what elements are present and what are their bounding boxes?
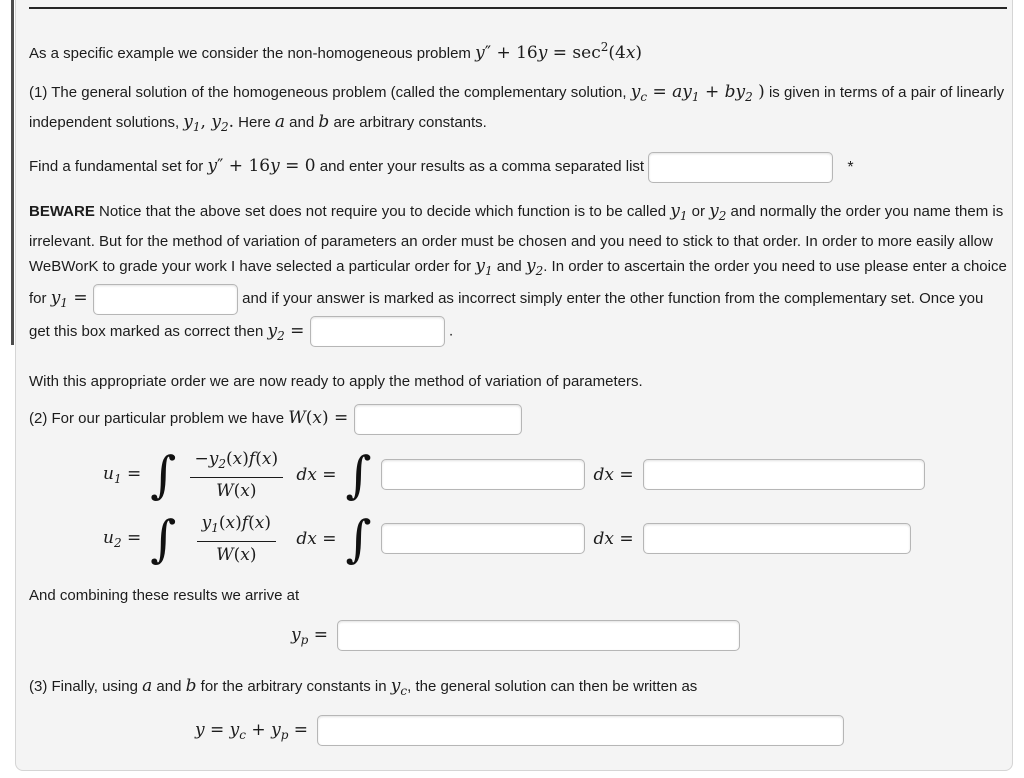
beware-text-c: . — [448, 322, 454, 340]
general-solution-input[interactable] — [317, 715, 844, 746]
u1-fraction-numerator: $-y_2(x)f(x)$ — [190, 447, 284, 478]
u1-integrand-input[interactable] — [381, 459, 585, 490]
required-star: * — [847, 159, 854, 176]
integral-icon: ∫ — [345, 445, 372, 504]
u2-dx-equals: dx = — [296, 528, 337, 549]
u2-fraction-denominator: W(x) — [216, 544, 257, 565]
y2-input[interactable] — [310, 316, 445, 347]
vertical-rule — [11, 0, 14, 345]
u1-dx-equals-2: dx = — [593, 464, 634, 485]
problem-panel — [15, 0, 1013, 771]
u2-fraction — [185, 511, 287, 567]
yp-input[interactable] — [337, 620, 740, 651]
combine-paragraph: And combining these results we arrive at — [29, 586, 300, 604]
beware-text-a: BEWARE Notice that the above set does not require you to decide which function is to be called $y_1$ or $y_2$ and normally the order you name them is irrelevant. But for the method of variation of parameters an order must be chosen and you need to stick to that order. In order to more easily allow WeBWorK to grade your work I have selected a particular order for $y_1$ and $y_2$. In order to ascertain the order you need to use please enter a choice for $y_1$ = — [29, 201, 1007, 311]
wronskian-row — [29, 404, 1007, 435]
u1-fraction-denominator: W(x) — [216, 480, 257, 501]
wronskian-prompt: (2) For our particular problem we have W(x) = — [29, 408, 354, 429]
integral-icon: ∫ — [150, 445, 177, 504]
integral-icon: ∫ — [150, 509, 177, 568]
intro-paragraph: As a specific example we consider the non-homogeneous problem $y'' + 16y = \sec^2(4x)$ — [29, 40, 643, 63]
part1-paragraph: (1) The general solution of the homogeneous problem (called the complementary solution, $y_c = ay_1 + by_2$ ) is given in terms of a pair of linearly independent solutions, $y_1$, $y_2$. Here a and b are arbitrary constants. — [29, 82, 1005, 134]
u2-result-input[interactable] — [643, 523, 911, 554]
fundamental-set-input[interactable] — [648, 152, 833, 183]
beware-text-b: and if your answer is marked as incorrect simply enter the other function from the complementary set. Once you get this box marked as correct then $y_2$ = — [29, 290, 984, 343]
u1-fraction — [185, 447, 287, 503]
general-solution-lhs: $y = y_c + y_p$ = — [195, 719, 309, 742]
u2-equation-row — [103, 511, 1007, 567]
u1-lhs: $u_1$ = — [103, 463, 142, 486]
ready-paragraph: With this appropriate order we are now ready to apply the method of variation of parameters. — [29, 372, 643, 390]
yp-equation-row — [291, 620, 1007, 652]
horizontal-rule — [29, 7, 1007, 9]
fundamental-set-prompt: Find a fundamental set for y″ + 16y = 0 and enter your results as a comma separated list — [29, 156, 649, 177]
beware-paragraph — [29, 199, 1007, 349]
general-solution-row — [195, 715, 1007, 747]
fundamental-set-row — [29, 152, 1007, 183]
y1-choice-input[interactable] — [93, 284, 238, 315]
u2-lhs: $u_2$ = — [103, 527, 142, 550]
u1-result-input[interactable] — [643, 459, 925, 490]
u1-dx-equals: dx = — [296, 464, 337, 485]
u2-integrand-input[interactable] — [381, 523, 585, 554]
part3-paragraph: (3) Finally, using a and b for the arbitrary constants in $y_c$, the general solution can then be written as — [29, 675, 698, 698]
u1-equation-row — [103, 447, 1007, 503]
wronskian-input[interactable] — [354, 404, 522, 435]
yp-lhs: $y_p$ = — [291, 624, 328, 647]
integral-icon: ∫ — [345, 509, 372, 568]
u2-dx-equals-2: dx = — [593, 528, 634, 549]
u2-fraction-numerator: $y_1(x)f(x)$ — [197, 511, 276, 542]
